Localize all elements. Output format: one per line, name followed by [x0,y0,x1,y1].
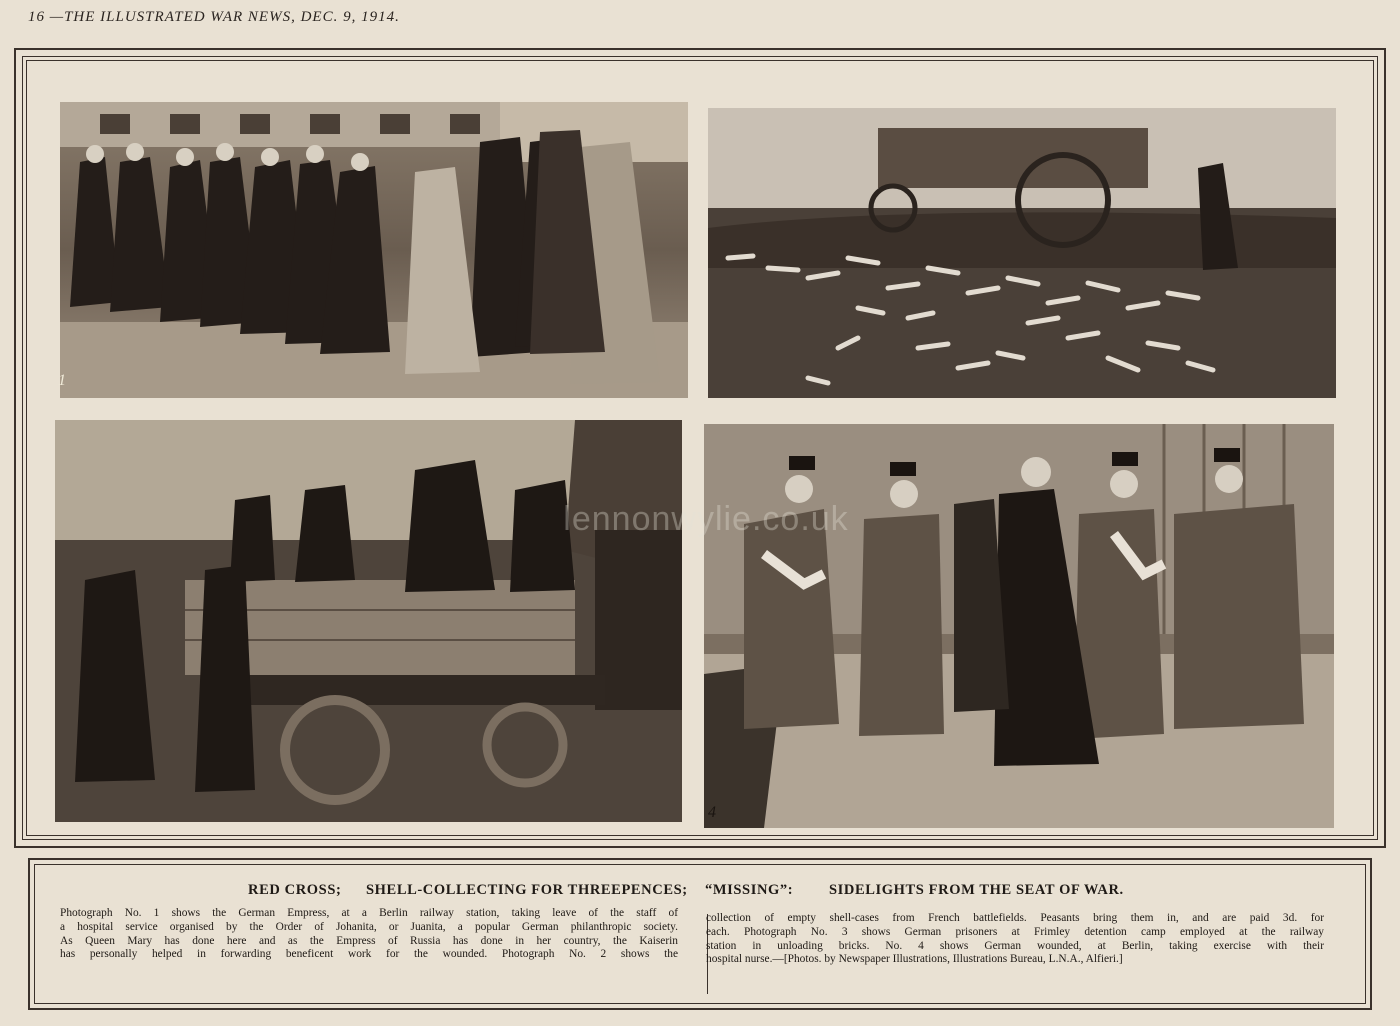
photo-shell-collecting [708,108,1336,398]
photo-unloading-bricks [55,420,682,822]
watermark: lennonwylie.co.uk [563,500,849,538]
caption-line: As Queen Mary has done here and as the Empress of Russia has done in her country, the Kaiserin [60,934,678,947]
caption-line: a hospital service organised by the Order of Johanita, or Juanita, a popular German philanthropic society. [60,920,678,933]
caption-line: Photograph No. 1 shows the German Empress, at a Berlin railway station, taking leave of the staff of [60,907,678,919]
headline-part: “MISSING”: [705,882,794,898]
headline-part: RED CROSS; [248,882,342,898]
photo-number: 1 [58,372,66,389]
caption-line: station in unloading bricks. No. 4 shows German wounded, at Berlin, taking exercise with their [706,939,1324,952]
caption-box [28,858,1372,1010]
headline-part: SHELL-COLLECTING FOR THREEPENCES; [366,882,688,898]
caption-line: each. Photograph No. 3 shows German prisoners at Frimley detention camp employed at the railway [706,925,1324,938]
caption-line: hospital nurse.—[Photos. by Newspaper Illustrations, Illustrations Bureau, L.N.A., Alfieri.] [706,953,1123,966]
caption-column-right [706,912,1324,967]
caption-column-left [60,907,678,962]
headline-part: SIDELIGHTS FROM THE SEAT OF WAR. [829,882,1124,898]
caption-line: collection of empty shell-cases from French battlefields. Peasants bring them in, and are paid 3d. for [706,912,1324,924]
photo-number: 4 [708,804,716,821]
caption-line: has personally helped in forwarding beneficent work for the wounded. Photograph No. 2 shows the [60,948,678,961]
photo-red-cross [60,102,688,398]
page-header: 16 —THE ILLUSTRATED WAR NEWS, DEC. 9, 1914. [28,9,400,25]
photo-wounded-nurse [704,424,1334,828]
